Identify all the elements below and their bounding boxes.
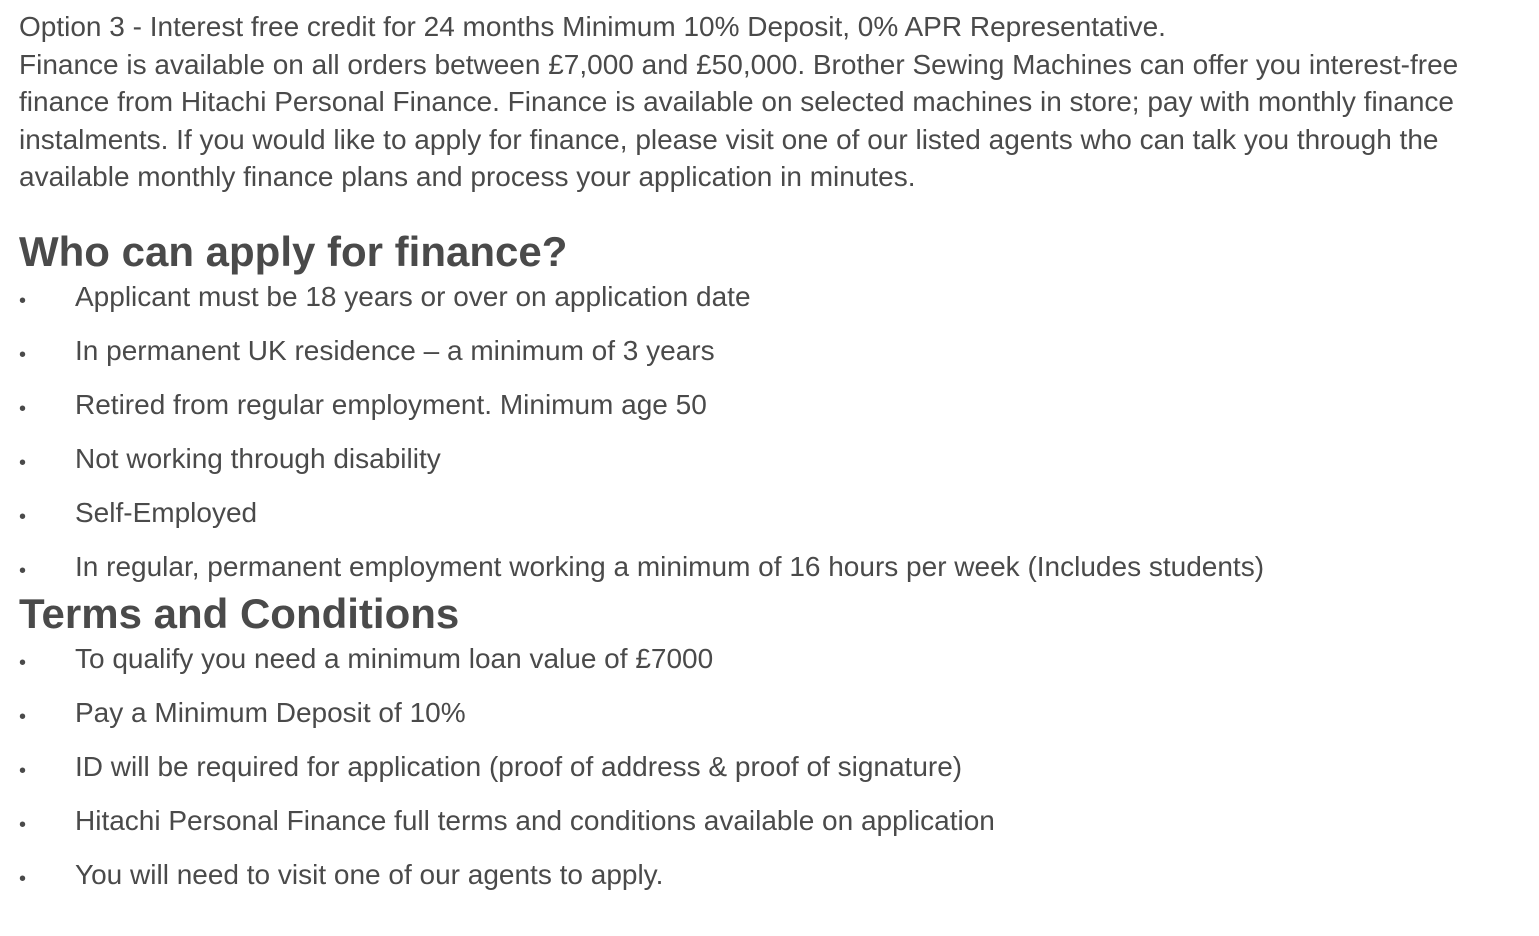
eligibility-list [19, 270, 1524, 594]
list-item [19, 432, 1524, 486]
list-item [19, 324, 1524, 378]
list-item [19, 486, 1524, 540]
list-item [19, 632, 1524, 686]
bullet-icon: • [19, 451, 27, 474]
list-item-text: Not working through disability [75, 442, 441, 474]
terms-and-conditions-heading: Terms and Conditions [19, 589, 460, 637]
list-item-text: To qualify you need a minimum loan value of £7000 [75, 642, 714, 674]
bullet-icon: • [19, 705, 27, 728]
finance-info-content [19, 8, 1524, 902]
list-item [19, 540, 1524, 594]
bullet-icon: • [19, 559, 27, 582]
bullet-icon: • [19, 813, 27, 836]
bullet-icon: • [19, 343, 27, 366]
bullet-icon: • [19, 759, 27, 782]
list-item-text: Pay a Minimum Deposit of 10% [75, 696, 466, 728]
option-3-summary: Option 3 - Interest free credit for 24 months Minimum 10% Deposit, 0% APR Representative. [19, 11, 1166, 42]
bullet-icon: • [19, 397, 27, 420]
list-item [19, 378, 1524, 432]
list-item-text: Applicant must be 18 years or over on application date [75, 280, 751, 312]
list-item-text: ID will be required for application (proof of address & proof of signature) [75, 750, 963, 782]
list-item [19, 740, 1524, 794]
bullet-icon: • [19, 505, 27, 528]
bullet-icon: • [19, 289, 27, 312]
list-item-text: Self-Employed [75, 496, 258, 528]
list-item-text: You will need to visit one of our agents to apply. [75, 858, 664, 890]
list-item-text: Hitachi Personal Finance full terms and conditions available on application [75, 804, 995, 836]
list-item [19, 848, 1524, 902]
who-can-apply-heading: Who can apply for finance? [19, 227, 568, 275]
list-item [19, 686, 1524, 740]
list-item-text: In permanent UK residence – a minimum of 3 years [75, 334, 715, 366]
list-item [19, 270, 1524, 324]
bullet-icon: • [19, 867, 27, 890]
list-item-text: Retired from regular employment. Minimum age 50 [75, 388, 707, 420]
list-item-text: In regular, permanent employment working a minimum of 16 hours per week (Includes students) [75, 550, 1265, 582]
bullet-icon: • [19, 651, 27, 674]
list-item [19, 794, 1524, 848]
finance-intro-paragraph: Finance is available on all orders between £7,000 and £50,000. Brother Sewing Machines can offer you interest-free finance from Hitachi Personal Finance. Finance is available on selected machines in store; pay with monthly finance instalments. If you would like to apply for finance, please visit one of our listed agents who can talk you through the available monthly finance plans and process your application in minutes. [19, 48, 1459, 192]
terms-list [19, 632, 1524, 902]
